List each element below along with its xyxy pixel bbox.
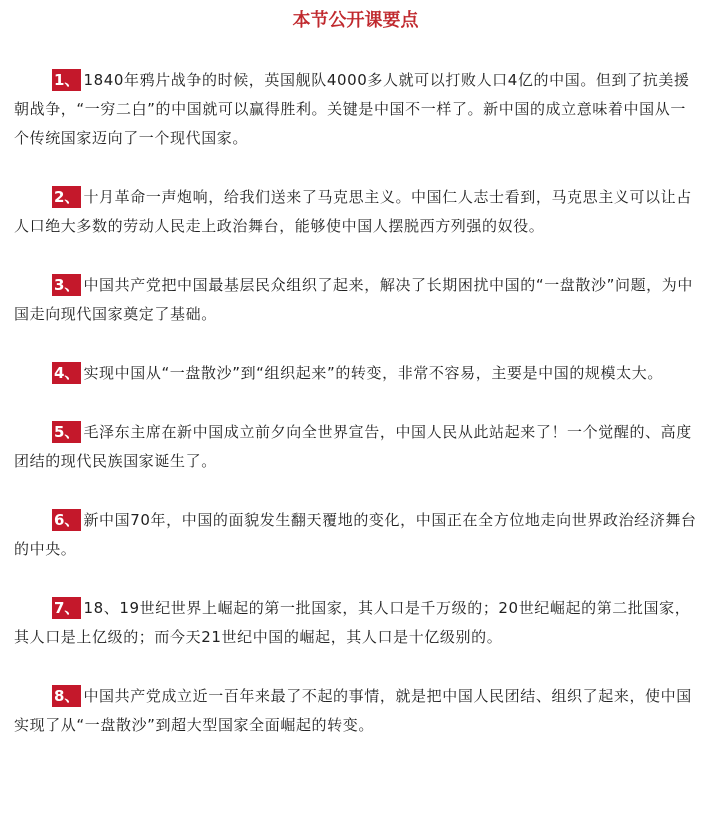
- key-points-list: [14, 66, 697, 740]
- point-number-badge: 8、: [54, 687, 80, 705]
- point-text: 十月革命一声炮响，给我们送来了马克思主义。中国仁人志士看到，马克思主义可以让占人口绝大多数的劳动人民走上政治舞台，能够使中国人摆脱西方列强的奴役。: [14, 188, 692, 235]
- point-number-badge: 3、: [54, 276, 80, 294]
- point-text: 1840年鸦片战争的时候，英国舰队4000多人就可以打败人口4亿的中国。但到了抗美援朝战争，“一穷二白”的中国就可以赢得胜利。关键是中国不一样了。新中国的成立意味着中国从一个传统国家迈向了一个现代国家。: [14, 71, 690, 147]
- point-number-badge: 7、: [54, 599, 80, 617]
- point-text: 实现中国从“一盘散沙”到“组织起来”的转变，非常不容易，主要是中国的规模太大。: [83, 364, 663, 382]
- point-number-badge: 2、: [54, 188, 80, 206]
- key-point-1: [14, 66, 697, 153]
- key-point-2: [14, 183, 697, 241]
- key-point-8: [14, 682, 697, 740]
- key-point-6: [14, 506, 697, 564]
- key-point-7: [14, 594, 697, 652]
- point-number-badge: 1、: [54, 71, 80, 89]
- point-number-badge: 5、: [54, 423, 80, 441]
- point-text: 毛泽东主席在新中国成立前夕向全世界宣告，中国人民从此站起来了！一个觉醒的、高度团结的现代民族国家诞生了。: [14, 423, 692, 470]
- point-number-badge: 6、: [54, 511, 80, 529]
- key-point-3: [14, 271, 697, 329]
- point-text: 中国共产党把中国最基层民众组织了起来，解决了长期困扰中国的“一盘散沙”问题，为中国走向现代国家奠定了基础。: [14, 276, 693, 323]
- point-number-badge: 4、: [54, 364, 80, 382]
- key-point-5: [14, 418, 697, 476]
- point-text: 中国共产党成立近一百年来最了不起的事情，就是把中国人民团结、组织了起来，使中国实现了从“一盘散沙”到超大型国家全面崛起的转变。: [14, 687, 692, 734]
- point-text: 新中国70年，中国的面貌发生翻天覆地的变化，中国正在全方位地走向世界政治经济舞台的中央。: [14, 511, 697, 558]
- key-point-4: [14, 359, 697, 388]
- point-text: 18、19世纪世界上崛起的第一批国家，其人口是千万级的；20世纪崛起的第二批国家，其人口是上亿级的；而今天21世纪中国的崛起，其人口是十亿级别的。: [14, 599, 691, 646]
- page-title: 本节公开课要点: [292, 10, 419, 31]
